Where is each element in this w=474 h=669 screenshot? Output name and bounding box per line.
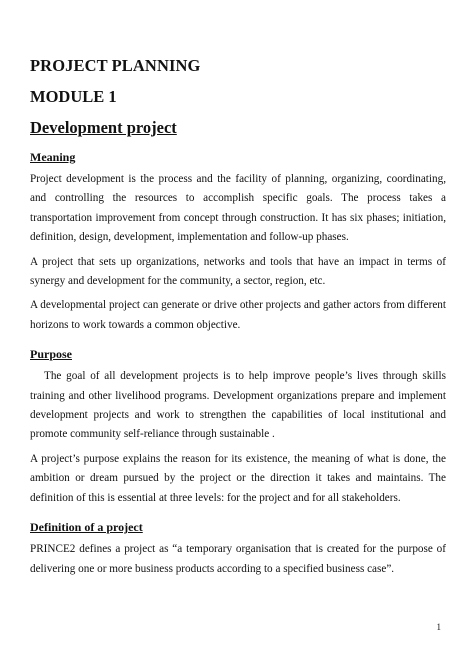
module-heading: MODULE 1 (30, 87, 117, 106)
definition-paragraph-1: PRINCE2 defines a project as “a temporary organisation that is created for the purpose of delivering one or more business products according to a specified business case”. (30, 543, 446, 575)
page-number: 1 (436, 622, 441, 632)
purpose-paragraph-1: The goal of all development projects is to help improve people’s lives through skills training and other livelihood programs. Development organizations prepare and implement development projects and work to strengthen the capabilities of local institutional and promote community self-reliance through sustainable . (30, 370, 446, 441)
meaning-paragraph-2: A project that sets up organizations, networks and tools that have an impact in terms of synergy and development for the community, a sector, region, etc. (30, 255, 446, 288)
meaning-paragraph-3: A developmental project can generate or drive other projects and gather actors from different horizons to work towards a common objective. (30, 299, 446, 331)
definition-heading: Definition of a project (30, 520, 143, 535)
meaning-heading: Meaning (30, 150, 76, 164)
page-content (30, 56, 446, 579)
section-heading: Development project (30, 118, 177, 137)
purpose-heading: Purpose (30, 347, 72, 362)
document-title: PROJECT PLANNING (30, 56, 201, 75)
meaning-paragraph-1: Project development is the process and the facility of planning, organizing, coordinating, and controlling the resources to accomplish specific goals. The process takes a transportation improvement from concept through construction. It has six phases; initiation, definition, design, development, implementation and follow-up phases. (30, 173, 446, 244)
purpose-paragraph-2: A project’s purpose explains the reason for its existence, the meaning of what is done, the ambition or dream pursued by the project or the direction it takes and maintains. The definition of this is essential at three levels: for the project and for all stakeholders. (30, 452, 446, 504)
